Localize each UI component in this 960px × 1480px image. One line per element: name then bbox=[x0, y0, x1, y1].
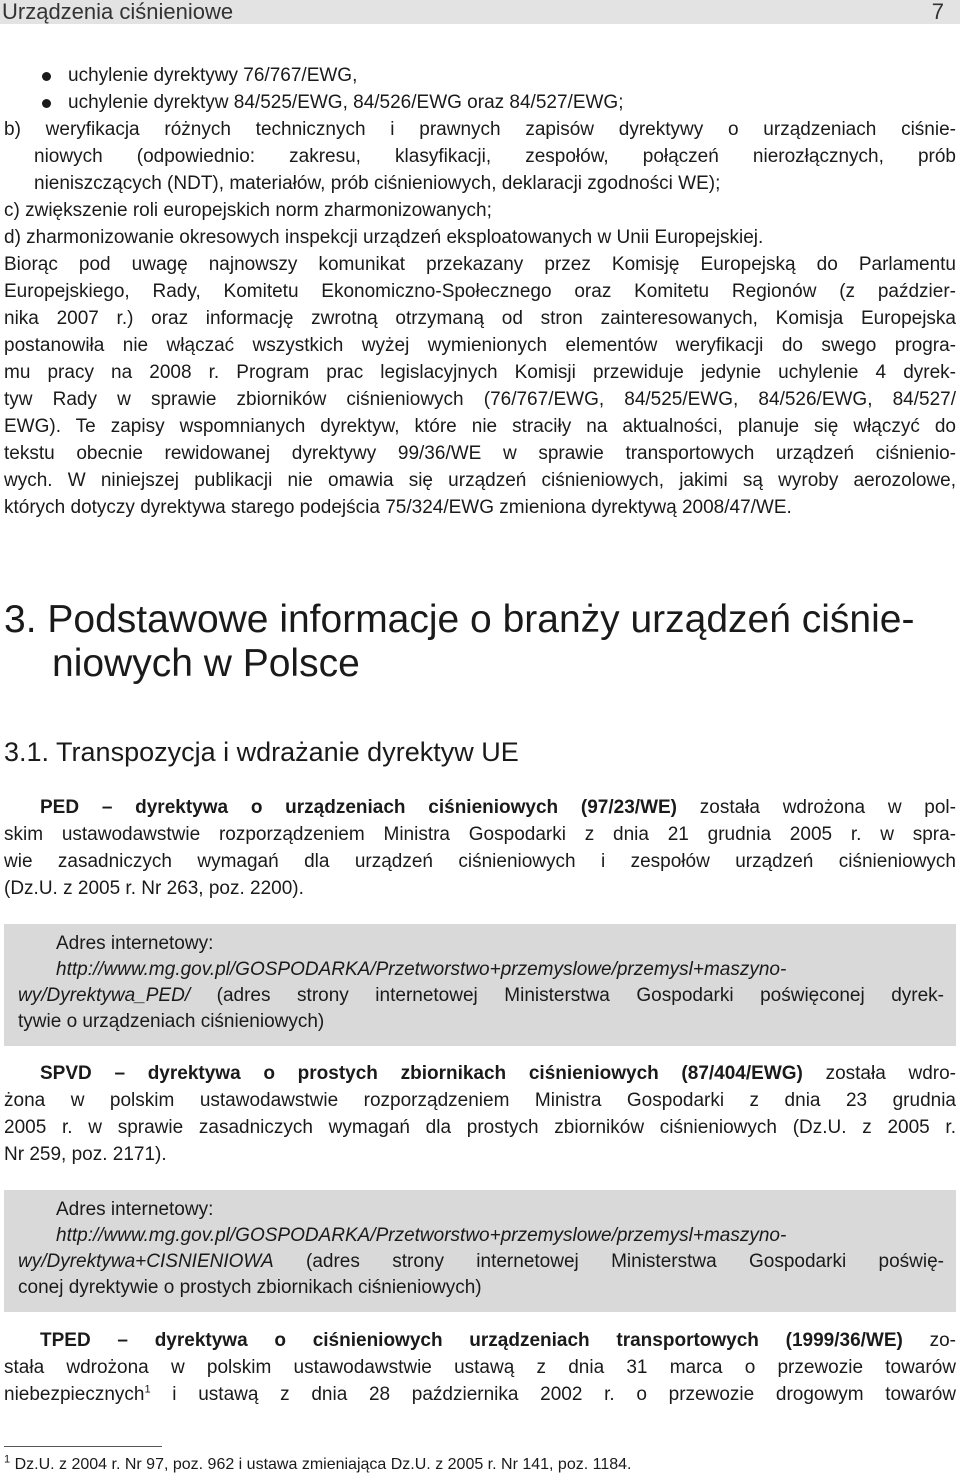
page-number: 7 bbox=[931, 0, 944, 24]
list-item: uchylenie dyrektyw 84/525/EWG, 84/526/EWG oraz 84/527/EWG; bbox=[68, 90, 623, 116]
section-heading-cont: niowych w Polsce bbox=[52, 642, 360, 685]
footnote-mark: 1 bbox=[4, 1453, 11, 1466]
paragraph-line: mu pracy na 2008 r. Program prac legislacyjnych Komisji przewiduje jedynie uchylenie 4 dyrek- bbox=[4, 362, 956, 383]
tped-paragraph-line: TPED – dyrektywa o ciśnieniowych urządzeniach transportowych (1999/36/WE) zo- bbox=[40, 1330, 956, 1351]
spvd-paragraph-line: 2005 r. w sprawie zasadniczych wymagań dla prostych zbiorników ciśnieniowych (Dz.U. z 2005 r. bbox=[4, 1117, 956, 1138]
address-label: Adres internetowy: bbox=[56, 933, 214, 954]
bullet-icon bbox=[42, 99, 51, 108]
bullet-icon bbox=[42, 72, 51, 81]
list-item: niowych (odpowiednio: zakresu, klasyfikacji, zespołów, połączeń nierozłącznych, prób bbox=[34, 146, 956, 167]
list-item: b) weryfikacja różnych technicznych i prawnych zapisów dyrektywy o urządzeniach ciśnie- bbox=[4, 119, 956, 140]
address-description: wy/Dyrektywa+CISNIENIOWA (adres strony internetowej Ministerstwa Gospodarki poświę- bbox=[18, 1251, 944, 1272]
footnote-reference[interactable]: 1 bbox=[144, 1383, 151, 1396]
paragraph-line: tekstu obecnie rewidowanej dyrektywy 99/36/WE w sprawie transportowych urządzeń ciśnienio- bbox=[4, 443, 956, 464]
paragraph-line: wych. W niniejszej publikacji nie omawia się urządzeń ciśnieniowych, jakimi są wyroby aerozolowe, bbox=[4, 470, 956, 491]
address-url-link[interactable]: wy/Dyrektywa+CISNIENIOWA bbox=[18, 1251, 274, 1272]
ped-paragraph-line: wie zasadniczych wymagań dla urządzeń ciśnieniowych i zespołów urządzeń ciśnieniowych bbox=[4, 851, 956, 872]
list-item: d) zharmonizowanie okresowych inspekcji urządzeń eksploatowanych w Unii Europejskiej. bbox=[4, 227, 764, 248]
tped-paragraph-line: stała wdrożona w polskim ustawodawstwie ustawą z dnia 31 marca o przewozie towarów bbox=[4, 1357, 956, 1378]
tped-paragraph-line: niebezpiecznych$^1$ i ustawą z dnia 28 października 2002 r. o przewozie drogowym towarów bbox=[4, 1383, 956, 1405]
footnote-text: Dz.U. z 2004 r. Nr 97, poz. 962 i ustawa zmieniająca Dz.U. z 2005 r. Nr 141, poz. 1184. bbox=[10, 1456, 632, 1473]
paragraph-line: których dotyczy dyrektywa starego podejścia 75/324/EWG zmieniona dyrektywą 2008/47/WE. bbox=[4, 497, 792, 518]
address-description: tywie o urządzeniach ciśnieniowych) bbox=[18, 1011, 325, 1032]
address-description: conej dyrektywie o prostych zbiornikach ciśnieniowych) bbox=[18, 1277, 482, 1298]
list-item: uchylenie dyrektywy 76/767/EWG, bbox=[68, 63, 357, 89]
ped-paragraph-line: (Dz.U. z 2005 r. Nr 263, poz. 2200). bbox=[4, 878, 304, 899]
ped-paragraph-line: PED – dyrektywa o urządzeniach ciśnieniowych (97/23/WE) została wdrożona w pol- bbox=[40, 797, 956, 818]
spvd-paragraph-line: żona w polskim ustawodawstwie rozporządzeniem Ministra Gospodarki z dnia 23 grudnia bbox=[4, 1090, 956, 1111]
footnote-divider bbox=[4, 1446, 162, 1447]
list-item: nieniszczących (NDT), materiałów, prób ciśnieniowych, deklaracji zgodności WE); bbox=[34, 173, 721, 194]
address-label: Adres internetowy: bbox=[56, 1199, 214, 1220]
address-description: wy/Dyrektywa_PED/ (adres strony internetowej Ministerstwa Gospodarki poświęconej dyrek- bbox=[18, 985, 944, 1006]
paragraph-line: tyw Rady w sprawie zbiorników ciśnieniowych (76/767/EWG, 84/525/EWG, 84/526/EWG, 84/527/ bbox=[4, 389, 956, 410]
address-url-link[interactable]: wy/Dyrektywa_PED/ bbox=[18, 985, 191, 1006]
address-box bbox=[4, 1190, 956, 1312]
paragraph-line: Biorąc pod uwagę najnowszy komunikat przekazany przez Komisję Europejską do Parlamentu bbox=[4, 254, 956, 275]
address-url-link[interactable]: http://www.mg.gov.pl/GOSPODARKA/Przetworstwo+przemyslowe/przemysl+maszyno- bbox=[56, 959, 787, 980]
paragraph-line: Europejskiego, Rady, Komitetu Ekonomiczno-Społecznego oraz Komitetu Regionów (z paździer- bbox=[4, 281, 956, 302]
running-title: Urządzenia ciśnieniowe bbox=[2, 0, 234, 24]
subsection-heading: 3.1. Transpozycja i wdrażanie dyrektyw UE bbox=[4, 737, 519, 767]
list-item: c) zwiększenie roli europejskich norm zharmonizowanych; bbox=[4, 200, 492, 221]
spvd-paragraph-line: Nr 259, poz. 2171). bbox=[4, 1144, 167, 1165]
address-box bbox=[4, 924, 956, 1046]
paragraph-line: nika 2007 r.) oraz informację zwrotną otrzymaną od stron zainteresowanych, Komisja Europejska bbox=[4, 308, 956, 329]
paragraph-line: EWG). Te zapisy wspomnianych dyrektyw, które nie straciły na aktualności, planuje się włączyć do bbox=[4, 416, 956, 437]
paragraph-line: postanowiła nie włączać wszystkich wyżej wymienionych elementów weryfikacji do swego progra- bbox=[4, 335, 956, 356]
ped-paragraph-line: skim ustawodawstwie rozporządzeniem Ministra Gospodarki z dnia 21 grudnia 2005 r. w spra- bbox=[4, 824, 956, 845]
footnote bbox=[4, 1455, 631, 1475]
address-url-link[interactable]: http://www.mg.gov.pl/GOSPODARKA/Przetworstwo+przemyslowe/przemysl+maszyno- bbox=[56, 1225, 787, 1246]
section-heading: 3. Podstawowe informacje o branży urządzeń ciśnie- bbox=[4, 598, 915, 641]
spvd-paragraph-line: SPVD – dyrektywa o prostych zbiornikach ciśnieniowych (87/404/EWG) została wdro- bbox=[40, 1063, 956, 1084]
